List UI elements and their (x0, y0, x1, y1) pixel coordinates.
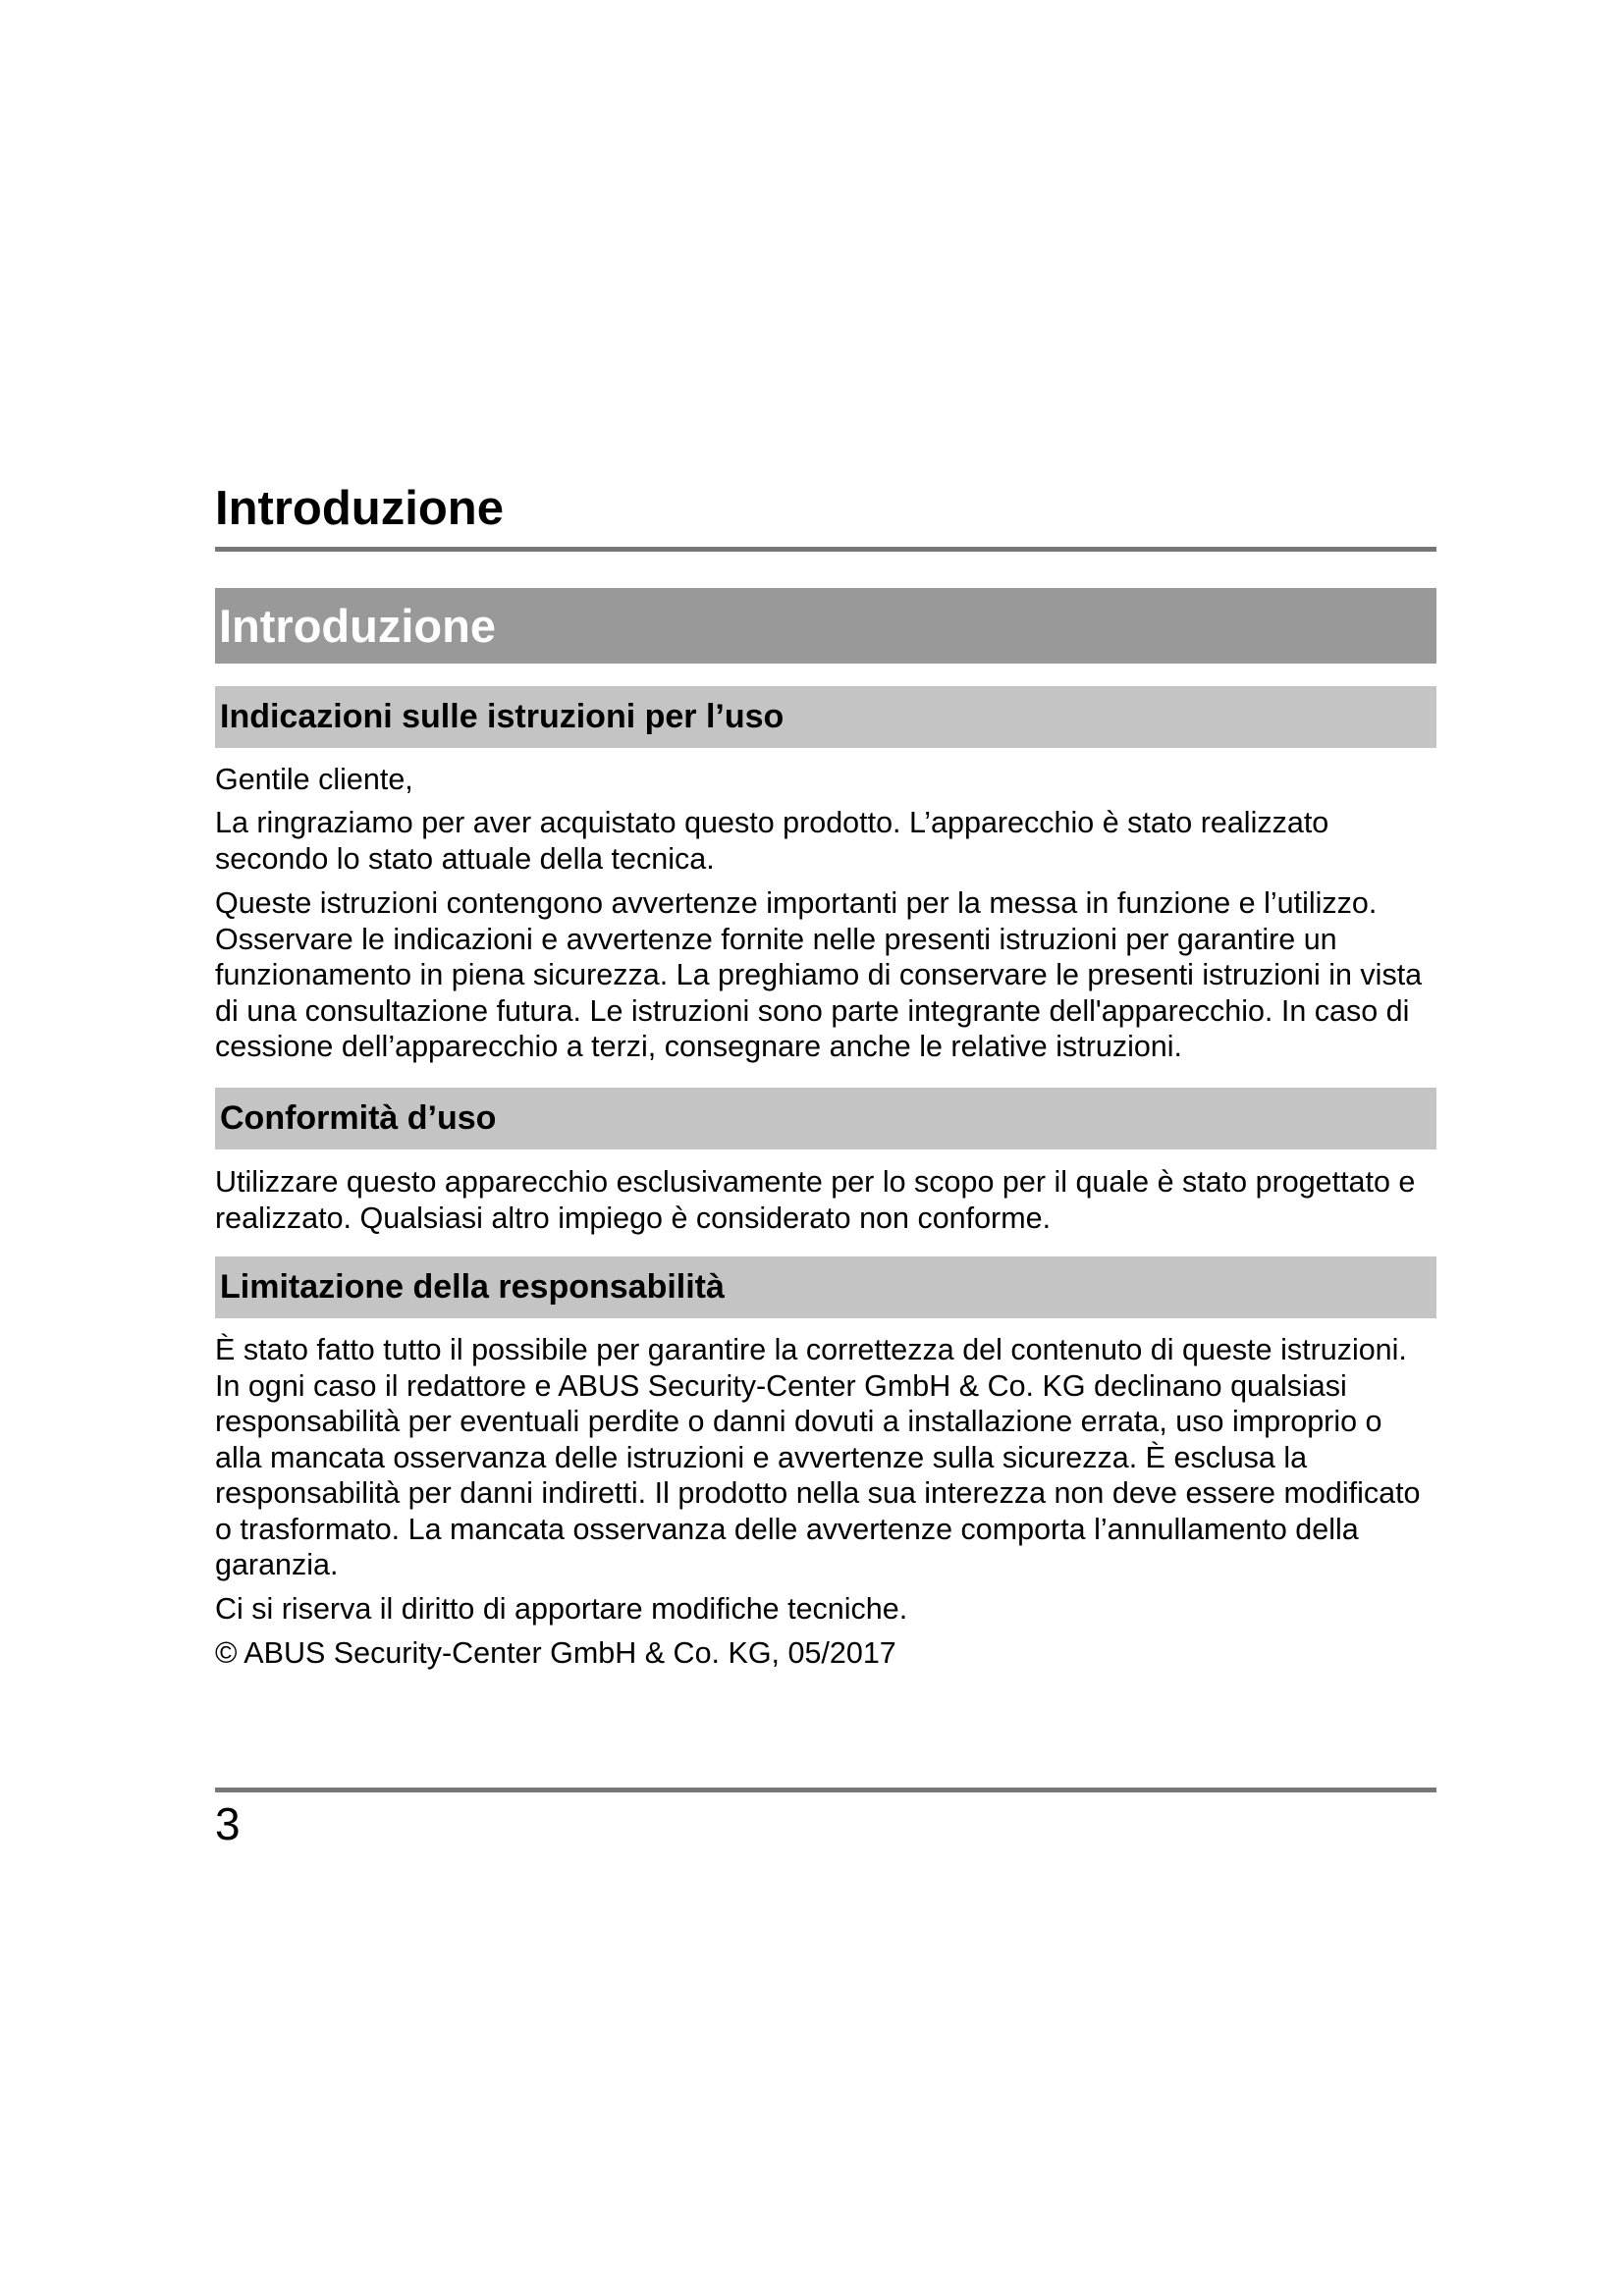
section-heading-bar (215, 1256, 1436, 1318)
chapter-heading: Introduzione (219, 600, 496, 652)
section-heading: Conformità d’uso (220, 1099, 497, 1137)
paragraph: È stato fatto tutto il possibile per garantire la correttezza del contenuto di queste istruzioni. In ogni caso il redattore e ABUS Security-Center GmbH & Co. KG declinano qualsiasi responsabilità per eventuali perdite o danni dovuti a installazione errata, uso improprio o alla mancata osservanza delle istruzioni e avvertenze sulla sicurezza. È esclusa la responsabilità per danni indiretti. Il prodotto nella sua interezza non deve essere modificato o trasformato. La mancata osservanza delle avvertenze comporta l’annullamento della garanzia. (215, 1333, 1421, 1581)
footer-divider (215, 1788, 1436, 1792)
paragraph: Gentile cliente, (215, 763, 413, 796)
page-title: Introduzione (215, 482, 504, 535)
section-heading: Indicazioni sulle istruzioni per l’uso (220, 698, 785, 735)
chapter-heading-bar (215, 588, 1436, 664)
section-heading-bar (215, 1088, 1436, 1149)
page-number: 3 (215, 1798, 241, 1849)
paragraph: Ci si riserva il diritto di apportare modifiche tecniche. (215, 1592, 908, 1626)
paragraph: Utilizzare questo apparecchio esclusivamente per lo scopo per il quale è stato progettato e realizzato. Qualsiasi altro impiego è considerato non conforme. (215, 1165, 1416, 1235)
section-heading-bar (215, 686, 1436, 748)
copyright-notice: © ABUS Security-Center GmbH & Co. KG, 05/2017 (215, 1636, 896, 1670)
section-heading: Limitazione della responsabilità (220, 1268, 725, 1306)
header-divider (215, 547, 1436, 552)
paragraph: La ringraziamo per aver acquistato questo prodotto. L’apparecchio è stato realizzato secondo lo stato attuale della tecnica. (215, 806, 1329, 876)
paragraph: Queste istruzioni contengono avvertenze importanti per la messa in funzione e l’utilizzo. Osservare le indicazioni e avvertenze fornite nelle presenti istruzioni per garantire un funzionamento in piena sicurezza. La preghiamo di conservare le presenti istruzioni in vista di una consultazione futura. Le istruzioni sono parte integrante dell'apparecchio. In caso di cessione dell’apparecchio a terzi, consegnare anche le relative istruzioni. (215, 886, 1423, 1063)
